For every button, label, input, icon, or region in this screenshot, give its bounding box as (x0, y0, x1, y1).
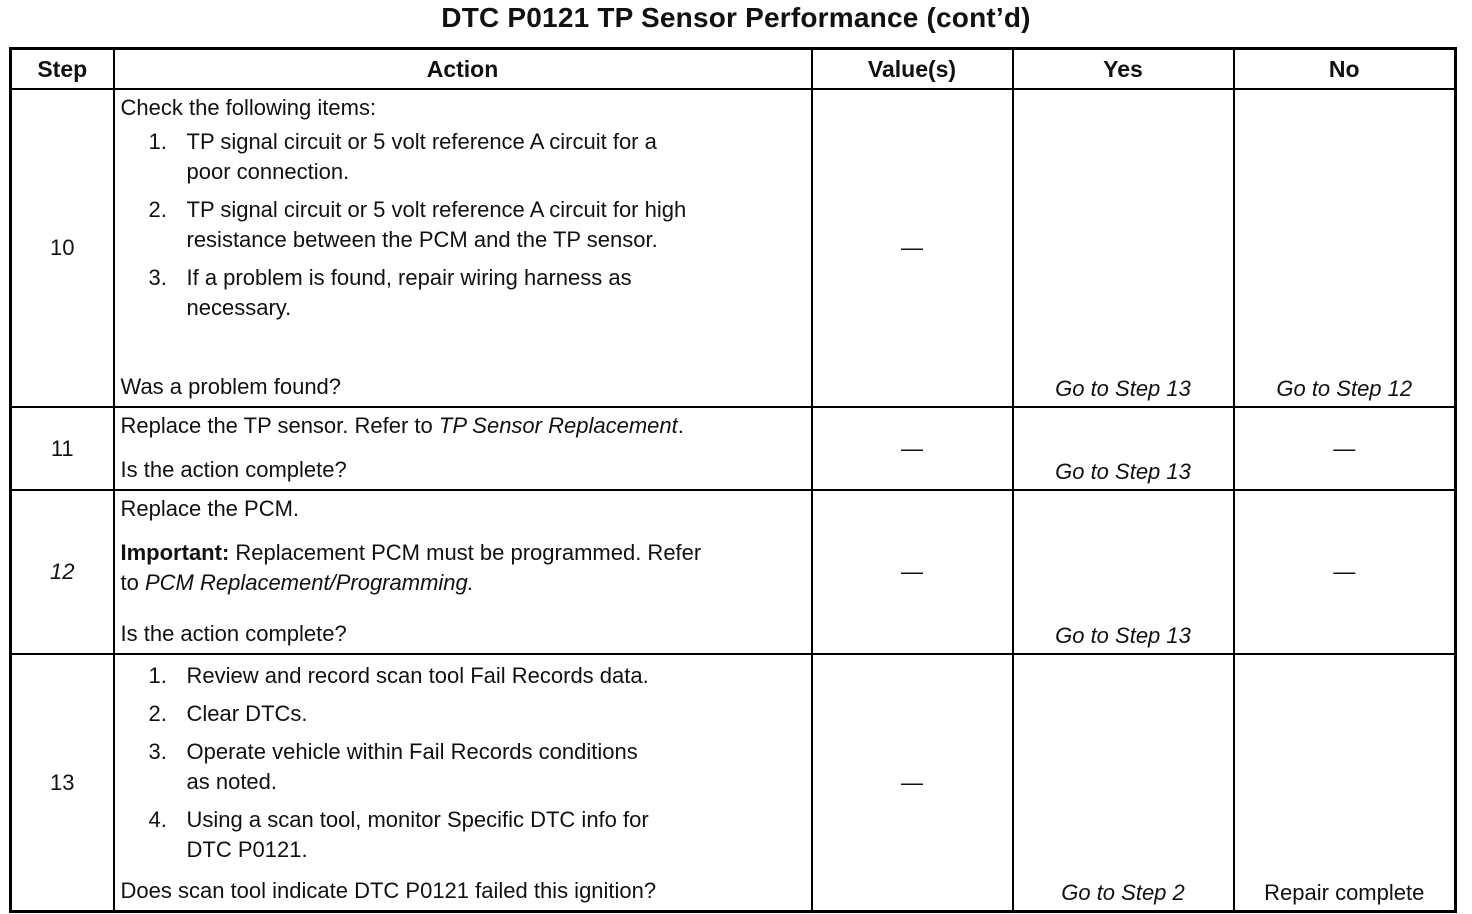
table-row (11, 654, 1456, 912)
list-text: Clear DTCs. (186, 701, 308, 726)
list-number: 1. (148, 129, 167, 154)
list-item (148, 263, 805, 323)
yes-target: Go to Step 13 (1055, 459, 1191, 484)
step-number: 13 (11, 654, 114, 912)
important-text: Replacement PCM must be programmed. Refer (229, 540, 702, 565)
list-number: 2. (148, 197, 167, 222)
table-row (11, 490, 1456, 654)
list-text: If a problem is found, repair wiring harness as (186, 265, 632, 290)
action-question: Was a problem found? (120, 374, 342, 399)
header-values: Value(s) (812, 49, 1013, 90)
yes-cell (1013, 407, 1234, 490)
list-text: TP signal circuit or 5 volt reference A circuit for a (186, 129, 657, 154)
list-item (148, 805, 805, 865)
header-no: No (1234, 49, 1456, 90)
important-text-line2: to (120, 570, 145, 595)
list-number: 4. (148, 807, 167, 832)
no-target: Repair complete (1264, 880, 1425, 905)
list-text: poor connection. (186, 159, 350, 184)
action-cell (114, 407, 812, 490)
action-text-suffix: . (677, 413, 684, 438)
list-text: as noted. (186, 769, 278, 794)
list-item (148, 195, 805, 255)
action-cell (114, 654, 812, 912)
list-number: 3. (148, 739, 167, 764)
list-text: Using a scan tool, monitor Specific DTC info for (186, 807, 649, 832)
value-cell: — (812, 407, 1013, 490)
list-text: necessary. (186, 295, 292, 320)
list-text: resistance between the PCM and the TP sensor. (186, 227, 658, 252)
action-question: Is the action complete? (120, 621, 347, 646)
no-cell (1234, 654, 1456, 912)
no-cell: — (1234, 490, 1456, 654)
action-cell (114, 89, 812, 407)
list-number: 3. (148, 265, 167, 290)
yes-cell (1013, 89, 1234, 407)
header-step: Step (11, 49, 114, 90)
action-text: Replace the PCM. (120, 496, 300, 521)
yes-cell (1013, 654, 1234, 912)
value-cell: — (812, 89, 1013, 407)
action-text (121, 411, 805, 441)
list-item (148, 661, 805, 691)
action-cell (114, 490, 812, 654)
header-row (11, 49, 1456, 90)
step-number: 10 (11, 89, 114, 407)
reference-link: TP Sensor Replacement (438, 413, 678, 438)
list-text: Operate vehicle within Fail Records conditions (186, 739, 638, 764)
list-number: 1. (148, 663, 167, 688)
step-number: 12 (11, 490, 114, 654)
table-row (11, 89, 1456, 407)
action-text-prefix: Replace the TP sensor. Refer to (120, 413, 439, 438)
reference-link: PCM Replacement/Programming. (144, 570, 474, 595)
list-item (148, 699, 805, 729)
list-item (148, 737, 805, 797)
step-number: 11 (11, 407, 114, 490)
yes-target: Go to Step 13 (1055, 376, 1191, 401)
list-text: Review and record scan tool Fail Records data. (186, 663, 649, 688)
list-number: 2. (148, 701, 167, 726)
no-target: Go to Step 12 (1276, 376, 1413, 401)
action-question: Does scan tool indicate DTC P0121 failed this ignition? (120, 878, 657, 903)
list-text: TP signal circuit or 5 volt reference A circuit for high (186, 197, 687, 222)
page-title: DTC P0121 TP Sensor Performance (cont’d) (441, 2, 1031, 33)
yes-cell (1013, 490, 1234, 654)
important-note (121, 538, 805, 598)
header-action: Action (114, 49, 812, 90)
action-intro: Check the following items: (120, 95, 377, 120)
no-cell (1234, 89, 1456, 407)
diagnostic-table (9, 47, 1457, 913)
header-yes: Yes (1013, 49, 1234, 90)
action-list (121, 661, 805, 865)
action-list (121, 127, 805, 323)
action-question: Is the action complete? (120, 457, 347, 482)
important-label: Important: (120, 540, 230, 565)
yes-target: Go to Step 13 (1055, 623, 1191, 648)
yes-target: Go to Step 2 (1061, 880, 1185, 905)
table-row (11, 407, 1456, 490)
list-item (148, 127, 805, 187)
no-cell: — (1234, 407, 1456, 490)
value-cell: — (812, 490, 1013, 654)
value-cell: — (812, 654, 1013, 912)
list-text: DTC P0121. (186, 837, 308, 862)
